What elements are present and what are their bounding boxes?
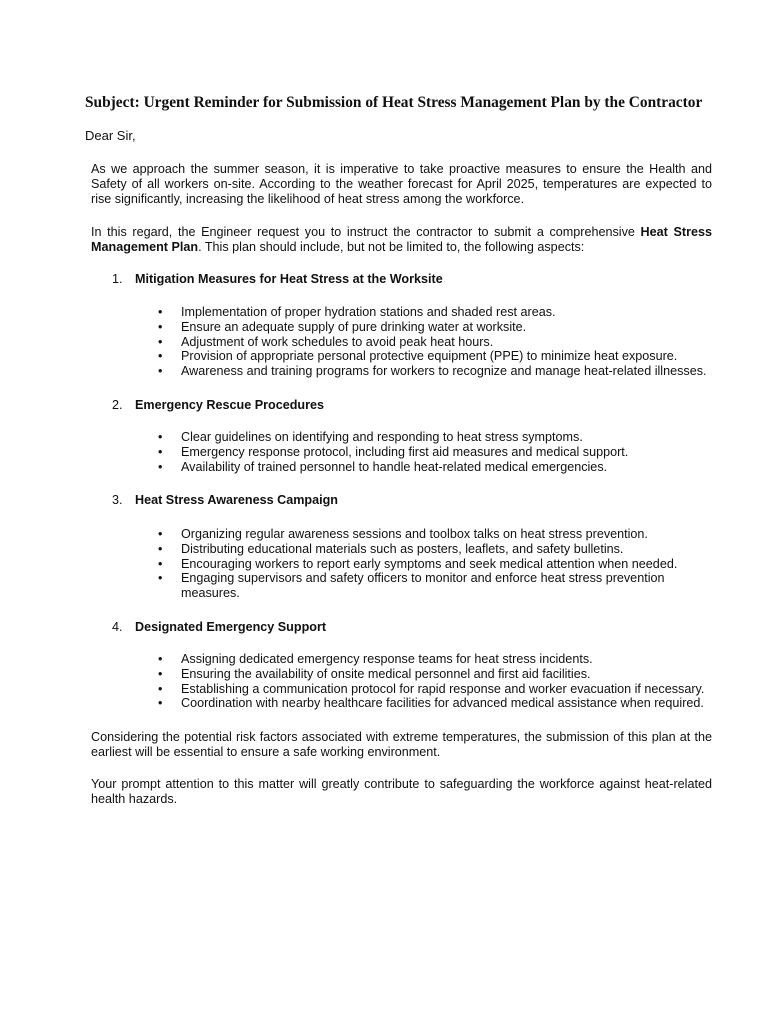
request-text-before: In this regard, the Engineer request you to instruct the contractor to submit a comprehensive	[91, 225, 641, 239]
list-item	[0, 557, 711, 572]
list-item	[0, 320, 711, 335]
section-title: Heat Stress Awareness Campaign	[135, 493, 338, 507]
bullet-list-emergency-support	[0, 652, 768, 711]
list-item	[0, 364, 711, 379]
list-item	[0, 652, 711, 667]
section-title: Mitigation Measures for Heat Stress at the Worksite	[135, 272, 443, 286]
list-item-text: Emergency response protocol, including first aid measures and medical support.	[181, 444, 629, 459]
list-item-text: Implementation of proper hydration stations and shaded rest areas.	[181, 305, 556, 319]
list-item-text: Clear guidelines on identifying and responding to heat stress symptoms.	[181, 430, 583, 444]
bullet-icon: •	[158, 666, 163, 681]
bullet-icon: •	[158, 334, 163, 349]
bullet-icon: •	[158, 681, 163, 696]
list-item	[0, 682, 711, 697]
closing-paragraph-risk: Considering the potential risk factors associated with extreme temperatures, the submission of this plan at the earliest will be essential to ensure a safe working environment.	[91, 730, 712, 759]
section-title: Emergency Rescue Procedures	[135, 398, 324, 412]
bullet-icon: •	[158, 319, 163, 334]
bullet-list-awareness-campaign	[0, 527, 768, 601]
list-item-text: Ensuring the availability of onsite medical personnel and first aid facilities.	[181, 666, 591, 681]
section-number: 2.	[112, 398, 123, 412]
list-item-text: Provision of appropriate personal protective equipment (PPE) to minimize heat exposure.	[181, 349, 678, 364]
bullet-icon: •	[158, 541, 163, 556]
bullet-icon: •	[158, 444, 163, 459]
bullet-icon: •	[158, 527, 163, 541]
greeting: Dear Sir,	[85, 128, 136, 143]
bullet-icon: •	[158, 571, 163, 586]
section-heading-emergency-support	[112, 620, 326, 635]
list-item	[0, 542, 711, 557]
bullet-icon: •	[158, 556, 163, 571]
section-number: 3.	[112, 493, 123, 507]
list-item-text: Awareness and training programs for workers to recognize and manage heat-related illnesses.	[181, 364, 707, 379]
list-item-text: Adjustment of work schedules to avoid peak heat hours.	[181, 334, 494, 349]
bullet-icon: •	[158, 430, 163, 444]
section-number: 1.	[112, 272, 123, 286]
list-item-text: Engaging supervisors and safety officers to monitor and enforce heat stress prevention measures.	[181, 571, 665, 601]
closing-paragraph-attention: Your prompt attention to this matter will greatly contribute to safeguarding the workforce against heat-related health hazards.	[91, 777, 712, 806]
list-item	[0, 667, 711, 682]
list-item	[0, 571, 711, 601]
bullet-icon: •	[158, 349, 163, 364]
list-item	[0, 335, 711, 350]
plan-name-bold: Heat Stress Management Plan	[91, 225, 712, 254]
list-item	[0, 430, 711, 445]
intro-paragraph: As we approach the summer season, it is imperative to take proactive measures to ensure the Health and Safety of all workers on-site. According to the weather forecast for April 2025, temperatures are expected to rise significantly, increasing the likelihood of heat stress among the workforce.	[91, 162, 712, 206]
bullet-icon: •	[158, 305, 163, 319]
section-heading-awareness-campaign	[112, 493, 338, 508]
bullet-icon: •	[158, 652, 163, 666]
request-paragraph	[91, 225, 712, 255]
list-item-text: Availability of trained personnel to handle heat-related medical emergencies.	[181, 459, 608, 474]
list-item	[0, 460, 711, 475]
list-item-text: Encouraging workers to report early symptoms and seek medical attention when needed.	[181, 556, 678, 571]
bullet-list-emergency-rescue	[0, 430, 768, 474]
section-heading-emergency-rescue	[112, 398, 324, 413]
list-item	[0, 527, 711, 542]
list-item-text: Coordination with nearby healthcare facilities for advanced medical assistance when required.	[181, 696, 704, 711]
bullet-icon: •	[158, 459, 163, 474]
list-item-text: Organizing regular awareness sessions and toolbox talks on heat stress prevention.	[181, 527, 648, 541]
list-item-text: Ensure an adequate supply of pure drinking water at worksite.	[181, 319, 527, 334]
list-item	[0, 445, 711, 460]
list-item-text: Assigning dedicated emergency response teams for heat stress incidents.	[181, 652, 593, 666]
bullet-icon: •	[158, 696, 163, 711]
bullet-list-mitigation	[0, 305, 768, 379]
list-item	[0, 349, 711, 364]
section-title: Designated Emergency Support	[135, 620, 327, 634]
list-item-text: Establishing a communication protocol for rapid response and worker evacuation if necessary.	[181, 681, 705, 696]
list-item	[0, 696, 711, 711]
section-heading-mitigation	[112, 272, 443, 287]
subject-line: Subject: Urgent Reminder for Submission of Heat Stress Management Plan by the Contractor	[85, 94, 703, 111]
list-item	[0, 305, 711, 320]
list-item-text: Distributing educational materials such as posters, leaflets, and safety bulletins.	[181, 541, 624, 556]
section-number: 4.	[112, 620, 123, 634]
request-text-after: . This plan should include, but not be limited to, the following aspects:	[198, 239, 585, 254]
bullet-icon: •	[158, 364, 163, 379]
